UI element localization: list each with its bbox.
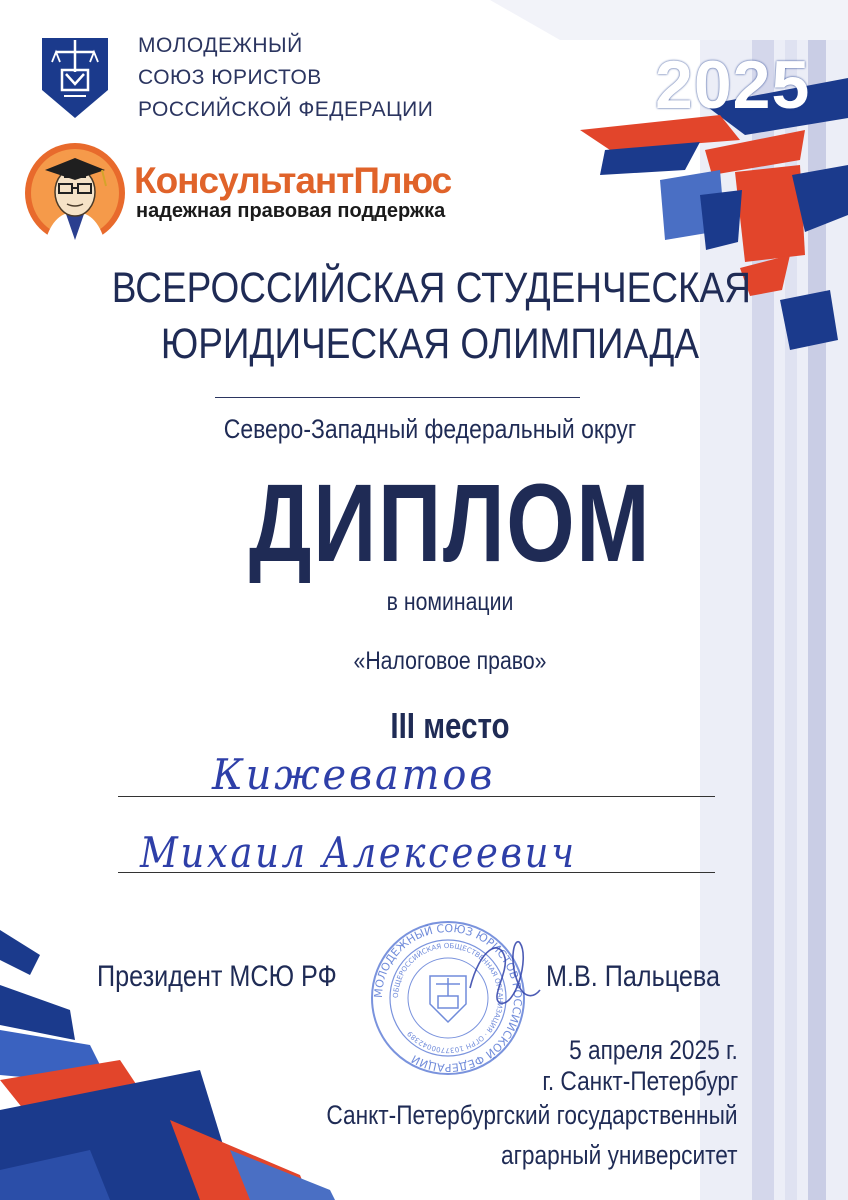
- year-label: 2025: [655, 47, 811, 123]
- surname-underline: [118, 796, 715, 797]
- venue-line-1: Санкт-Петербургский государственный: [326, 1100, 738, 1130]
- msu-emblem-icon: [38, 28, 112, 120]
- seal-outer-text: МОЛОДЕЖНЫЙ СОЮЗ ЮРИСТОВ РОССИЙСКОЙ ФЕДЕРАЦИИ: [371, 921, 525, 1075]
- olympiad-title: [60, 260, 800, 372]
- sponsor-name: КонсультантПлюс: [134, 160, 452, 201]
- diploma-heading: ДИПЛОМ: [248, 462, 652, 585]
- nomination-value: «Налоговое право»: [353, 647, 547, 675]
- organization-name-line-3: РОССИЙСКОЙ ФЕДЕРАЦИИ: [138, 98, 434, 121]
- nomination-label: в номинации: [386, 588, 514, 616]
- recipient-given-name: Михаил Алексеевич: [140, 828, 577, 877]
- consultant-plus-avatar-icon: [22, 140, 128, 246]
- olympiad-title-line-1: ВСЕРОССИЙСКАЯ СТУДЕНЧЕСКАЯ: [111, 264, 751, 312]
- title-divider: [215, 397, 580, 398]
- district-label: Северо-Западный федеральный округ: [223, 414, 637, 444]
- organization-name-line-1: МОЛОДЕЖНЫЙ: [138, 34, 303, 57]
- sponsor-tagline: надежная правовая поддержка: [136, 200, 446, 222]
- recipient-surname: Кижеватов: [212, 750, 496, 799]
- venue-line-2: аграрный университет: [501, 1140, 738, 1170]
- signatory-role: Президент МСЮ РФ: [97, 960, 337, 993]
- given-name-underline: [118, 872, 715, 873]
- organization-name: [138, 30, 433, 126]
- issue-date: 5 апреля 2025 г.: [569, 1035, 738, 1065]
- issue-city: г. Санкт-Петербург: [542, 1066, 738, 1096]
- organization-name-line-2: СОЮЗ ЮРИСТОВ: [138, 66, 322, 89]
- signatory-name: М.В. Пальцева: [546, 960, 721, 993]
- olympiad-title-line-2: ЮРИДИЧЕСКАЯ ОЛИМПИАДА: [160, 320, 700, 368]
- signature-icon: [460, 928, 550, 1018]
- place-label: III место: [390, 705, 510, 746]
- seal-inner-text: ОБЩЕРОССИЙСКАЯ ОБЩЕСТВЕННАЯ ОРГАНИЗАЦИЯ · ОГРН 1037700042389: [391, 941, 505, 1055]
